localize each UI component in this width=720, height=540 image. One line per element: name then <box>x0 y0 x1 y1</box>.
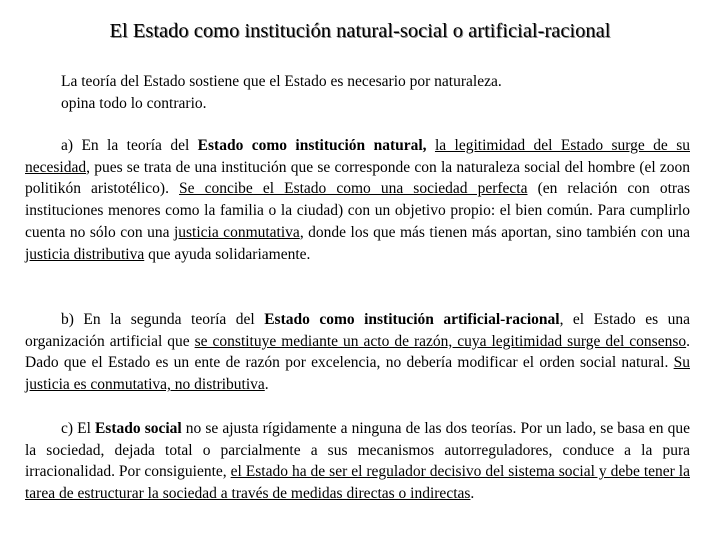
paragraph-b-text: . Dado que el Estado es un ente de razón por excelencia, no debería modificar el orden social natural. <box>25 332 690 372</box>
paragraph-b-text: b) En la segunda teoría del <box>61 311 265 328</box>
paragraph-a-text: (en relación con otras instituciones menores como la familia o la ciudad) con un objetivo propio: el bien común. Para cumplirlo cuenta no sólo con una <box>25 180 690 241</box>
paragraph-b-text: , el Estado es una organización artificial que <box>25 311 691 350</box>
paragraph-a-underlined: justicia conmutativa <box>173 223 300 241</box>
paragraph-a-text: , donde los que más tienen más aportan, sino también con una <box>299 223 690 241</box>
paragraph-c <box>25 418 690 505</box>
paragraph-c-text: no se ajusta rígidamente a ninguna de las dos teorías. Por un lado, se basa en que la sociedad, dejada total o parcialmente a sus mecanismos autorreguladores, conduce a la pura irracionalidad. Por consiguiente, <box>25 420 690 481</box>
paragraph-a-text <box>427 137 435 154</box>
paragraph-a-underlined: Se concibe el Estado como una sociedad perfecta <box>179 180 528 198</box>
paragraph-b <box>25 309 690 396</box>
paragraph-c-underlined: el Estado ha de ser el regulador decisivo del sistema social y debe tener la tarea de estructurar la sociedad a través de medidas directas o indirectas <box>25 463 690 503</box>
paragraph-c-text: . <box>470 485 475 503</box>
paragraph-b-text: . <box>264 376 269 394</box>
paragraph-a-underlined: la legitimidad del Estado surge de su necesidad <box>25 137 690 176</box>
paragraph-b-bold-term: Estado como institución artificial-racional <box>264 311 560 328</box>
intro-line-1: La teoría del Estado sostiene que el Estado es necesario por naturaleza. <box>61 73 502 90</box>
paragraph-a <box>25 135 690 265</box>
paragraph-b-underlined: se constituye mediante un acto de razón, cuya legitimidad surge del consenso <box>194 332 687 350</box>
slide-title: El Estado como institución natural-social o artificial-racional <box>109 20 611 42</box>
paragraph-a-bold-term: Estado como institución natural, <box>197 137 427 154</box>
paragraph-c-text: c) El <box>61 420 95 437</box>
paragraph-a-text: , pues se trata de una institución que se corresponde con la naturaleza social del hombre (el zoon politikón aristotélico). <box>25 158 690 198</box>
paragraph-a-text: que ayuda solidariamente. <box>144 245 311 263</box>
paragraph-a-text: a) En la teoría del <box>61 137 198 154</box>
paragraph-b-underlined: Su justicia es conmutativa, no distributiva <box>25 354 690 394</box>
paragraph-a-underlined: justicia distributiva <box>25 245 145 263</box>
intro-text <box>61 71 681 115</box>
intro-line-2: opina todo lo contrario. <box>61 95 207 112</box>
paragraph-c-bold-term: Estado social <box>94 420 182 437</box>
